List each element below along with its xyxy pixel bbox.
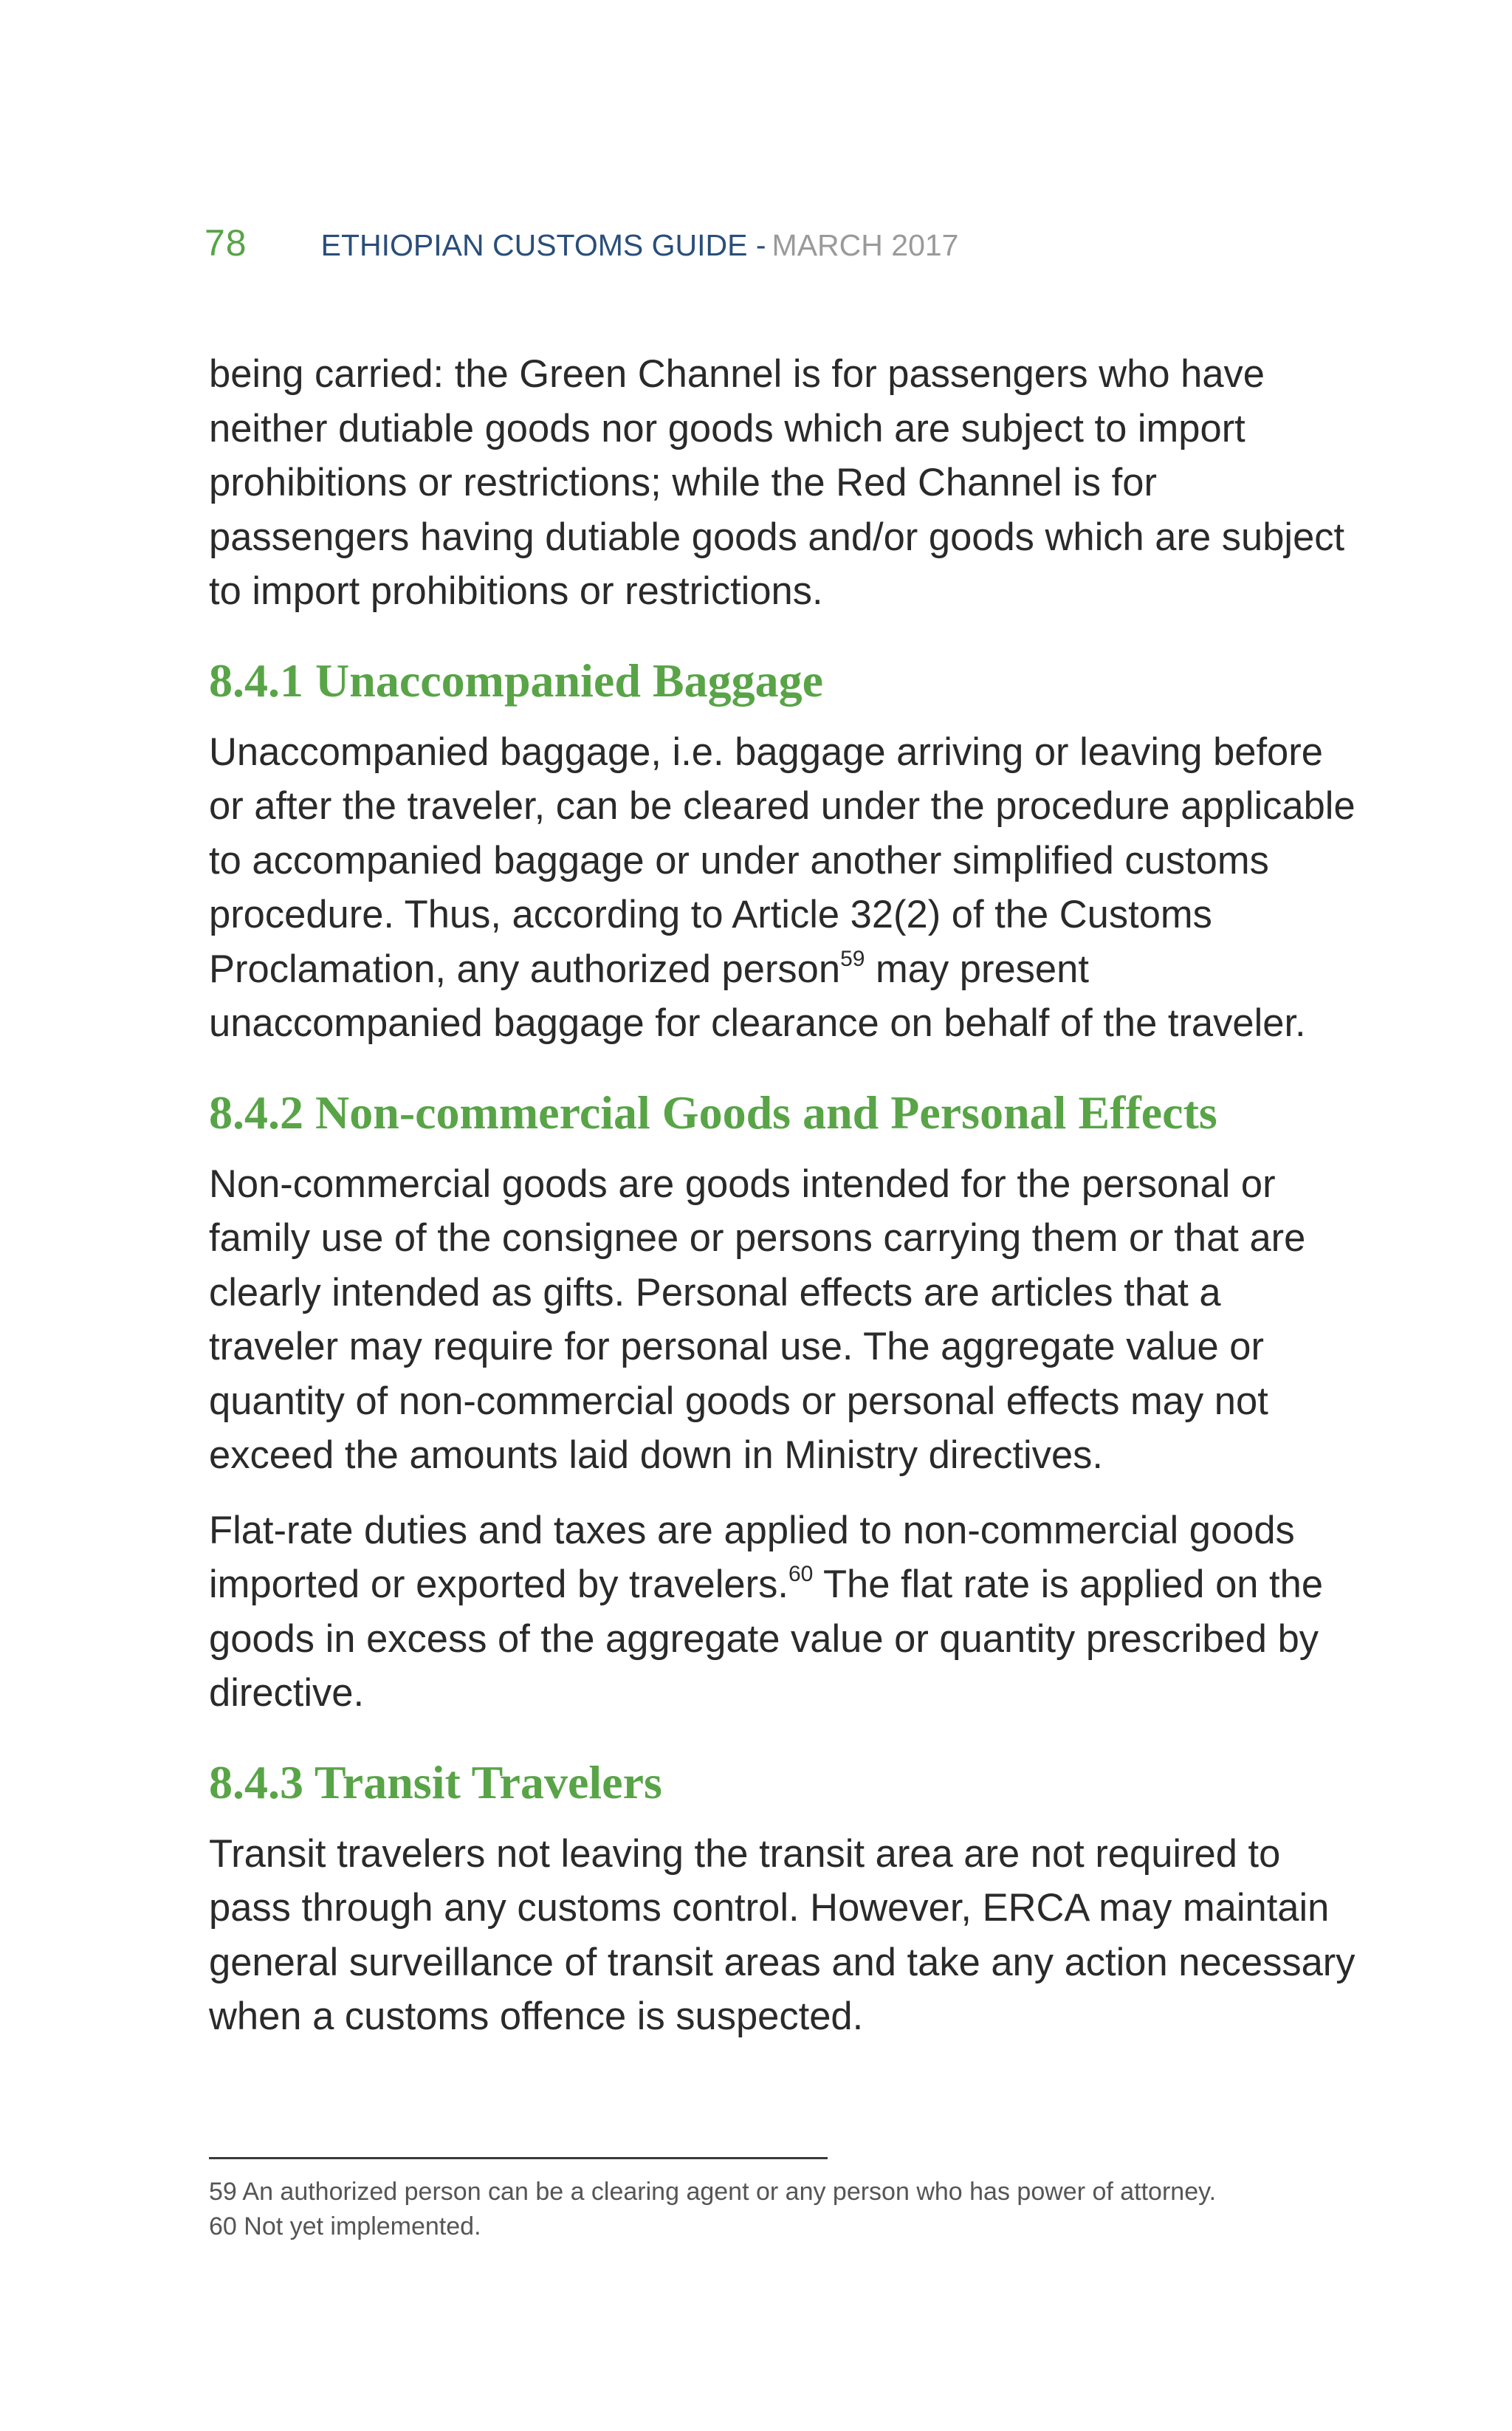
unaccompanied-baggage-text-end: may present unaccompanied baggage for clearance on behalf of the traveler. <box>209 947 1306 1045</box>
footnote-59: 59 An authorized person can be a clearing agent or any person who has power of attorney. <box>209 2178 1217 2206</box>
flat-rate-paragraph <box>209 1503 1361 1721</box>
intro-paragraph: being carried: the Green Channel is for passengers who have neither dutiable goods nor goods which are subject to import prohibitions or restrictions; while the Red Channel is for passengers having dutiable goods and/or goods which are subject to import prohibitions or restrictions. <box>209 352 1345 613</box>
section-heading-unaccompanied-baggage: 8.4.1 Unaccompanied Baggage <box>209 654 823 707</box>
footnote-ref-59[interactable]: 59 <box>840 946 865 971</box>
flat-rate-text: Flat-rate duties and taxes are applied to non-commercial goods imported or exported by travelers. <box>209 1508 1295 1606</box>
non-commercial-goods-paragraph: Non-commercial goods are goods intended for the personal or family use of the consignee or persons carrying them or that are clearly intended as gifts. Personal effects are articles that a traveler may require for personal use. The aggregate value or quantity of non-commercial goods or personal effects may not exceed the amounts laid down in Ministry directives. <box>209 1162 1306 1477</box>
running-header <box>205 222 958 281</box>
footnote-ref-60[interactable]: 60 <box>788 1562 814 1586</box>
header-title: ETHIOPIAN CUSTOMS GUIDE - <box>320 228 766 262</box>
footnote-divider <box>209 2157 828 2159</box>
flat-rate-text-end: The flat rate is applied on the goods in excess of the aggregate value or quantity prescribed by directive. <box>209 1563 1324 1715</box>
section-heading-non-commercial-goods: 8.4.2 Non-commercial Goods and Personal Effects <box>209 1086 1217 1139</box>
transit-travelers-paragraph: Transit travelers not leaving the transit area are not required to pass through any customs control. However, ERCA may maintain general surveillance of transit areas and take any action necessary when a customs offence is suspected. <box>209 1831 1355 2038</box>
page-content <box>209 347 1361 2044</box>
page-number: 78 <box>205 222 247 264</box>
header-date: MARCH 2017 <box>772 228 959 262</box>
unaccompanied-baggage-text: Unaccompanied baggage, i.e. baggage arriving or leaving before or after the traveler, can be cleared under the procedure applicable to accompanied baggage or under another simplified customs procedure. Thus, according to Article 32(2) of the Customs Proclamation, any authorized person <box>209 730 1355 991</box>
section-heading-transit-travelers: 8.4.3 Transit Travelers <box>209 1755 662 1808</box>
footnotes <box>209 2175 1361 2244</box>
unaccompanied-baggage-paragraph <box>209 725 1361 1051</box>
footnote-60: 60 Not yet implemented. <box>209 2212 481 2240</box>
